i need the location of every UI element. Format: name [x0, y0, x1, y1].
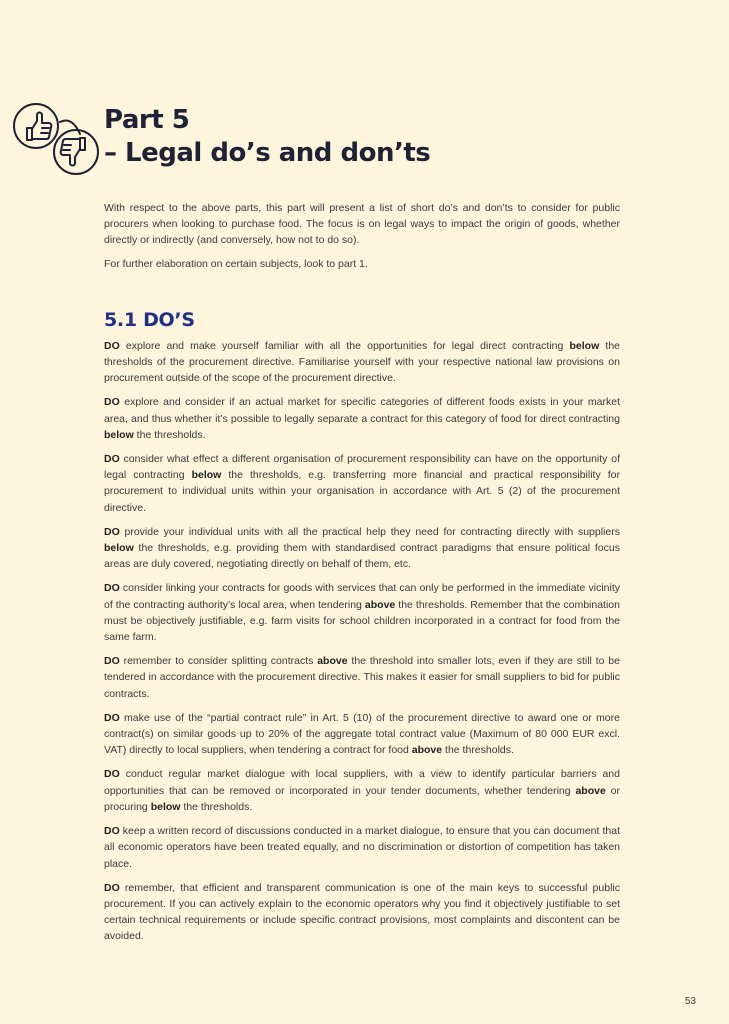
- do-lead: DO: [104, 525, 120, 538]
- thumbs-icon-graphic: [12, 100, 104, 180]
- do-item: [104, 653, 620, 702]
- do-lead: DO: [104, 881, 120, 894]
- intro: [104, 200, 620, 272]
- do-lead: DO: [104, 825, 120, 838]
- do-item: [104, 880, 620, 945]
- do-text: or procuring: [104, 784, 620, 813]
- main-content: [104, 200, 620, 953]
- do-lead: DO: [104, 453, 120, 466]
- do-item: [104, 766, 620, 815]
- do-lead: DO: [104, 582, 120, 595]
- emphasis: below: [104, 428, 134, 441]
- do-lead: DO: [104, 711, 120, 724]
- do-text: consider what effect a different organisation of procurement responsibility can have on the opportunity of legal contracting: [104, 453, 620, 482]
- do-lead: DO: [104, 655, 120, 668]
- emphasis: below: [104, 542, 134, 555]
- emphasis: above: [317, 655, 348, 668]
- emphasis: above: [575, 784, 606, 797]
- do-text: keep a written record of discussions conducted in a market dialogue, to ensure that you can document that all economic operators have been treated equally, and no discrimination or distortion of competition has taken place.: [104, 825, 620, 870]
- page-title: [104, 104, 430, 170]
- emphasis: below: [150, 800, 181, 813]
- do-text: the thresholds, e.g. transferring more financial and practical responsibility for procurement to individual units within your organisation in accordance with Art. 5 (2) of the procurement directive.: [104, 469, 620, 514]
- do-text: explore and make yourself familiar with all the opportunities for legal direct contracting: [119, 339, 570, 352]
- do-text: the threshold into smaller lots, even if they are still to be tendered in accordance with the procurement directive. This makes it easier for small suppliers to bid for public contracts.: [104, 655, 620, 700]
- dos-list: [104, 338, 620, 945]
- do-text: remember to consider splitting contracts: [119, 655, 318, 668]
- title-line-1: Part 5: [104, 105, 190, 135]
- do-item: [104, 580, 620, 645]
- do-text: the thresholds, e.g. providing them with standardised contract paradigms that ensure political focus areas are duly covered, negotiating directly on behalf of them, etc.: [104, 542, 620, 571]
- do-text: make use of the “partial contract rule” in Art. 5 (10) of the procurement directive to award one or more contract(s) on similar goods up to 20% of the aggregate total contract value (Maximum of 80 000 EUR excl. VAT) directly to local suppliers, when tendering a contract for food: [104, 711, 620, 757]
- intro-paragraph: For further elaboration on certain subjects, look to part 1.: [104, 257, 368, 270]
- do-text: the thresholds.: [180, 800, 253, 813]
- page-number: 53: [684, 996, 696, 1007]
- thumbs-icons: [12, 100, 104, 180]
- emphasis: below: [191, 469, 222, 482]
- emphasis: above: [364, 598, 396, 611]
- do-item: [104, 451, 620, 516]
- do-text: the thresholds.: [442, 744, 514, 757]
- do-item: [104, 823, 620, 872]
- do-item: [104, 394, 620, 443]
- emphasis: below: [569, 339, 600, 352]
- do-item: [104, 338, 620, 387]
- intro-paragraph: With respect to the above parts, this part will present a list of short do’s and don’ts to consider for public procurers when looking to purchase food. The focus is on legal ways to impact the origin of goods, whether directly or indirectly (and conversely, how not to do so).: [104, 202, 620, 247]
- do-text: conduct regular market dialogue with local suppliers, with a view to identify particular barriers and opportunities that can be removed or incorporated in your tender documents, whether tendering: [104, 768, 620, 797]
- do-lead: DO: [104, 339, 120, 352]
- section-heading: 5.1 DO’S: [104, 308, 195, 331]
- do-lead: DO: [104, 396, 120, 409]
- do-text: consider linking your contracts for goods with services that can only be performed in the immediate vicinity of the contracting authority’s local area, when tendering: [104, 582, 620, 611]
- do-text: the thresholds of the procurement directive. Familiarise yourself with your respective national law provisions on procurement outside of the scope of the procurement directive.: [104, 339, 620, 385]
- do-text: the thresholds. Remember that the combination must be objectively justifiable, e.g. farm visits for school children incorporated in a contract for food from the same farm.: [104, 598, 620, 644]
- do-text: explore and consider if an actual market for specific categories of different foods exists in your market area, and thus whether it’s possible to legally separate a contract for this category of food for direct contracting: [104, 396, 620, 425]
- do-item: [104, 710, 620, 759]
- do-text: the thresholds.: [133, 428, 206, 441]
- title-line-2: – Legal do’s and don’ts: [104, 138, 431, 168]
- emphasis: above: [411, 744, 443, 757]
- do-text: remember, that efficient and transparent communication is one of the main keys to successful public procurement. If you can actively explain to the economic operators why you find it objectively justifiable to set certain technical requirements or include specific contract provisions, most complaints and discontent can be avoided.: [104, 881, 620, 943]
- do-lead: DO: [104, 768, 120, 781]
- do-item: [104, 524, 620, 573]
- do-text: provide your individual units with all the practical help they need for contracting directly with suppliers: [119, 525, 620, 538]
